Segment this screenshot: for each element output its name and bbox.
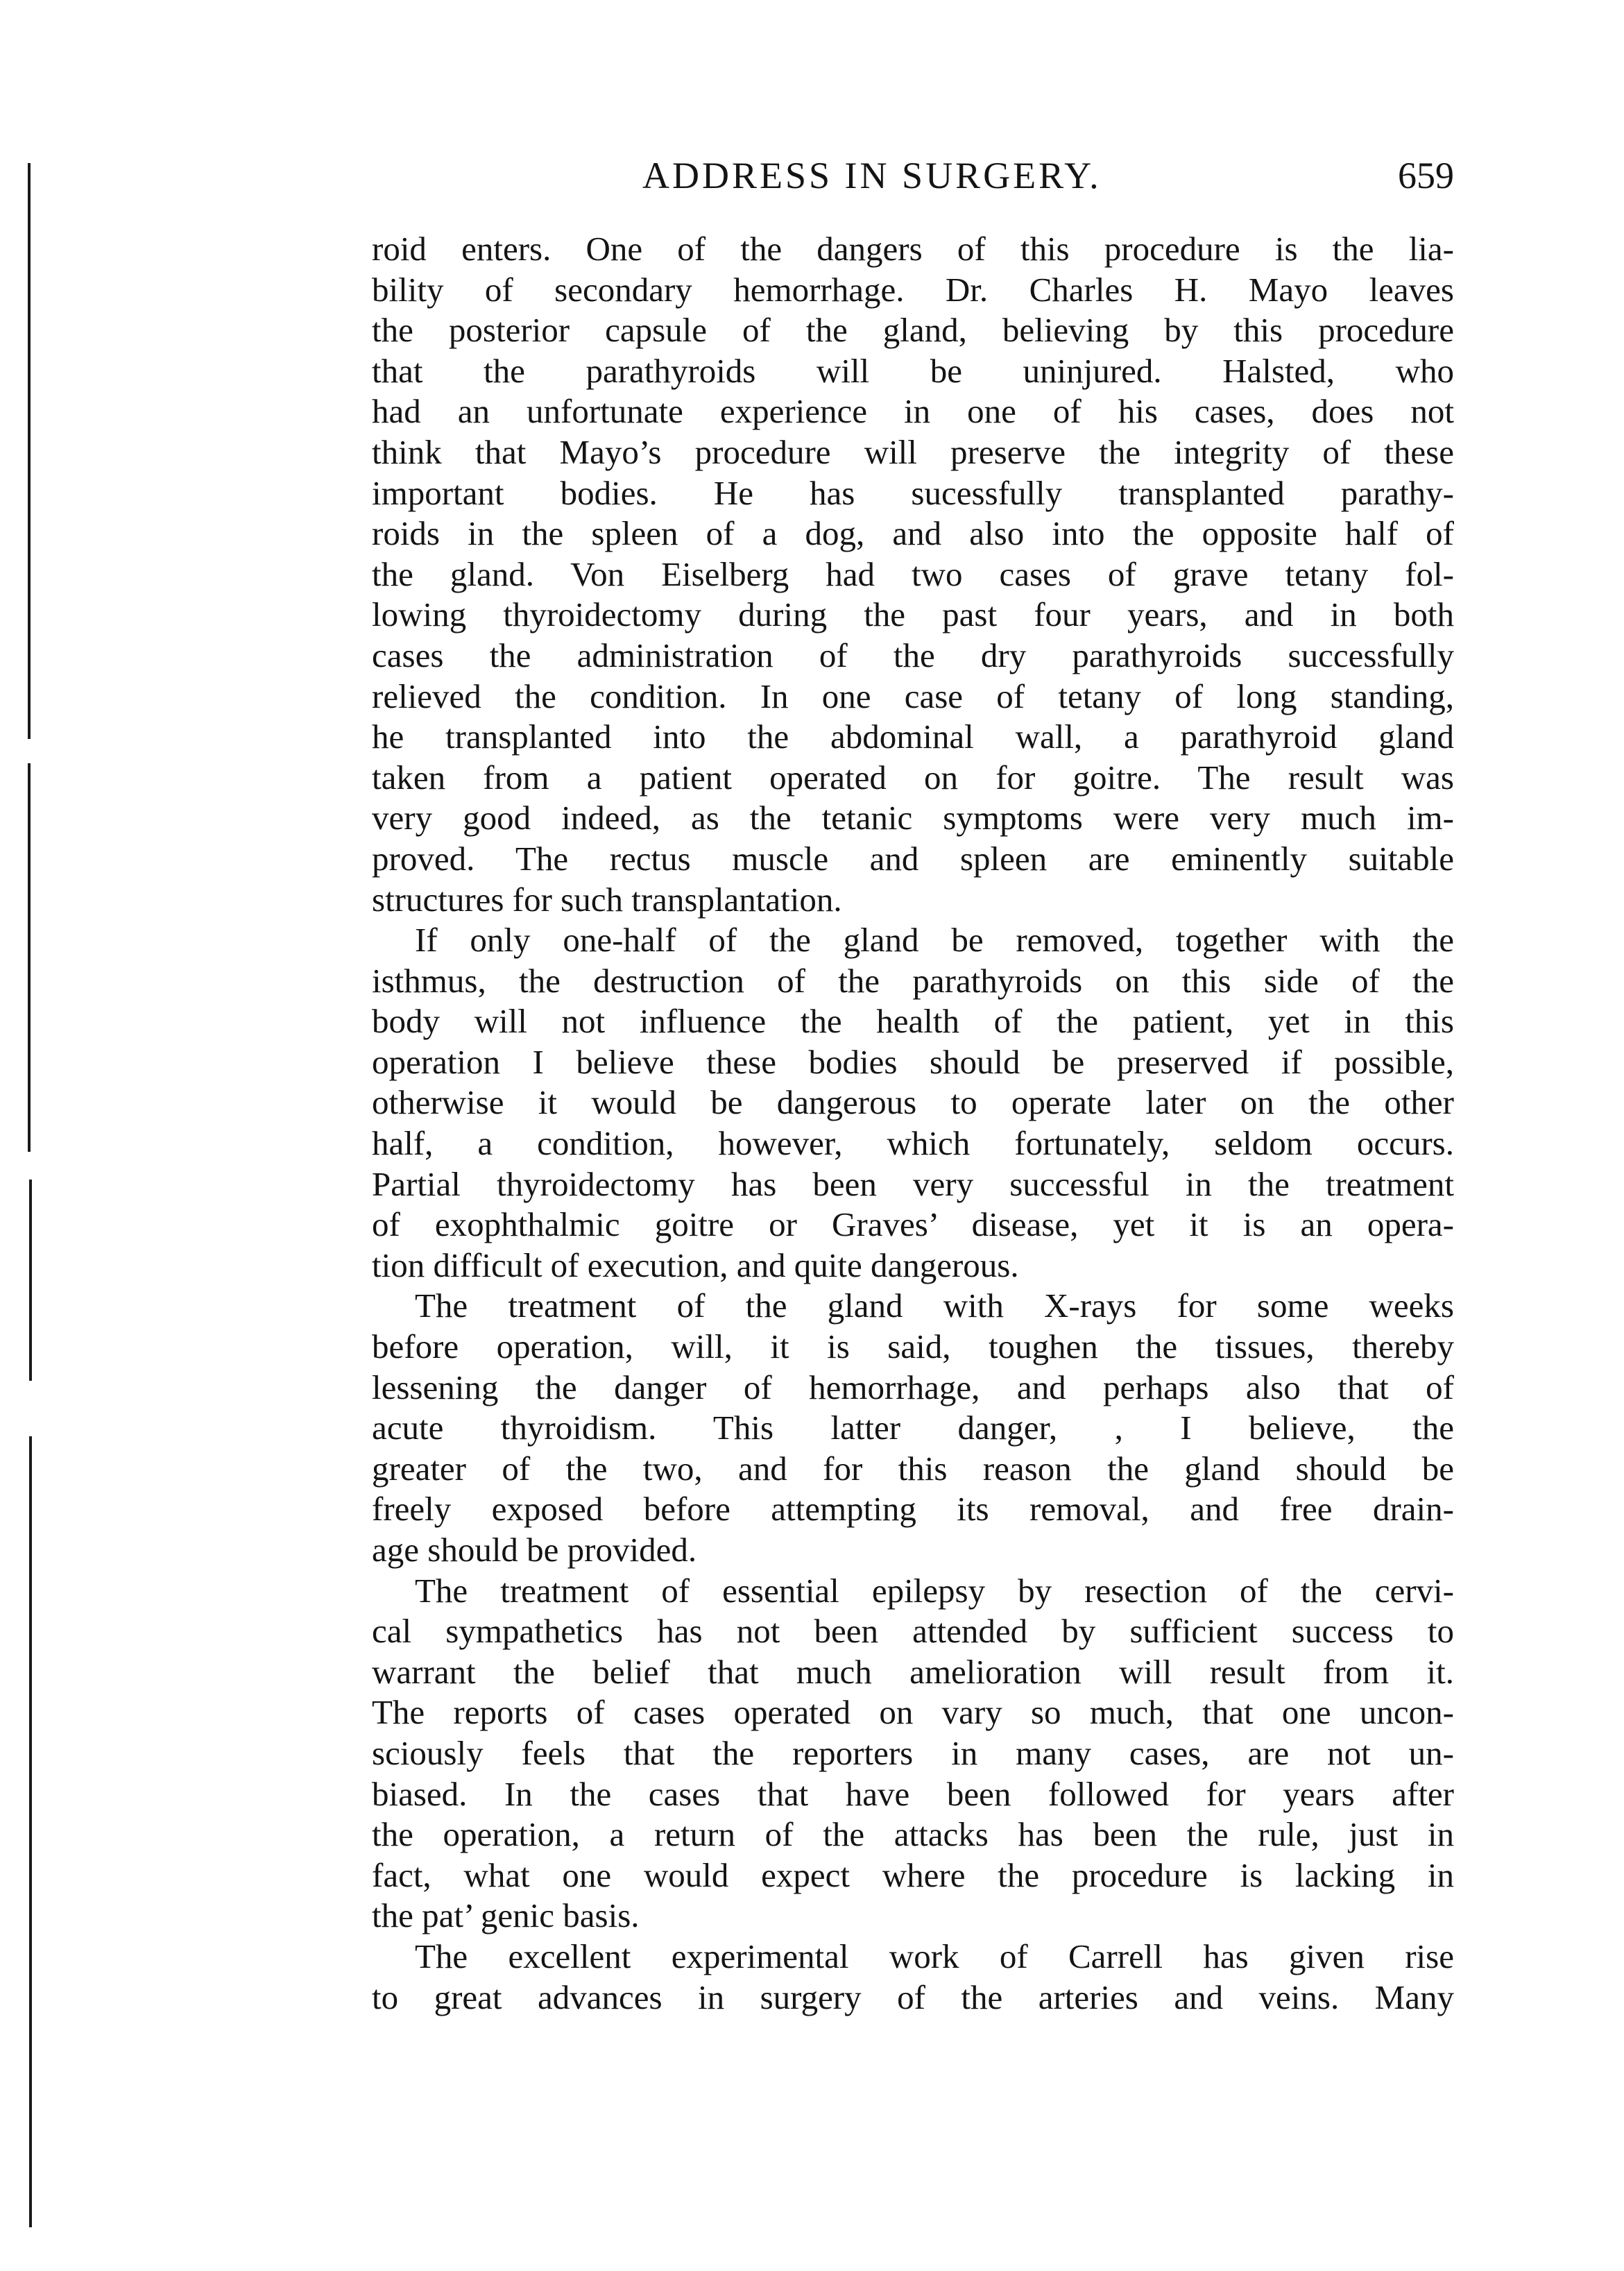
- binding-edge-mark-lower: [29, 1436, 32, 2227]
- text-line: If only one-half of the gland be removed, together with the: [415, 921, 1454, 960]
- text-line: operation I believe these bodies should be preserved if possible,: [372, 1042, 1454, 1081]
- text-line: roids in the spleen of a dog, and also into the opposite half of: [372, 514, 1454, 553]
- text-line: proved. The rectus muscle and spleen are eminently suitable: [372, 839, 1454, 878]
- paragraph: [372, 920, 1454, 1286]
- text-line: sciously feels that the reporters in many cases, are not un-: [372, 1733, 1454, 1772]
- text-line: taken from a patient operated on for goitre. The result was: [372, 758, 1454, 797]
- paragraph: [372, 1937, 1454, 2018]
- text-line: to great advances in surgery of the arteries and veins. Many: [372, 1977, 1454, 2016]
- text-line: bility of secondary hemorrhage. Dr. Charles H. Mayo leaves: [372, 270, 1454, 309]
- text-line: that the parathyroids will be uninjured. Halsted, who: [372, 351, 1454, 390]
- text-line: the posterior capsule of the gland, believing by this procedure: [372, 311, 1454, 350]
- text-line: fact, what one would expect where the procedure is lacking in: [372, 1855, 1454, 1894]
- running-title: ADDRESS IN SURGERY.: [642, 155, 1102, 196]
- text-line: the operation, a return of the attacks has been the rule, just in: [372, 1815, 1454, 1854]
- page-number: 659: [1398, 155, 1454, 196]
- text-line: otherwise it would be dangerous to operate later on the other: [372, 1083, 1454, 1122]
- text-line: cal sympathetics has not been attended by sufficient success to: [372, 1612, 1454, 1651]
- text-line: Partial thyroidectomy has been very successful in the treatment: [372, 1164, 1454, 1203]
- text-line: The reports of cases operated on vary so much, that one uncon-: [372, 1693, 1454, 1732]
- text-line: of exophthalmic goitre or Graves’ disease, yet it is an opera-: [372, 1205, 1454, 1244]
- text-line: freely exposed before attempting its removal, and free drain-: [372, 1490, 1454, 1529]
- text-line: the pat’ genic basis.: [372, 1896, 640, 1935]
- text-line: roid enters. One of the dangers of this procedure is the lia-: [372, 230, 1454, 268]
- text-line: age should be provided.: [372, 1531, 697, 1569]
- paragraph: [372, 1571, 1454, 1937]
- text-line: half, a condition, however, which fortunately, seldom occurs.: [372, 1124, 1454, 1163]
- binding-edge-mark-top: [28, 163, 31, 739]
- text-line: The treatment of essential epilepsy by resection of the cervi-: [415, 1571, 1454, 1610]
- text-line: the gland. Von Eiselberg had two cases of grave tetany fol-: [372, 554, 1454, 593]
- text-line: body will not influence the health of the patient, yet in this: [372, 1002, 1454, 1041]
- text-line: structures for such transplantation.: [372, 880, 842, 919]
- text-line: biased. In the cases that have been followed for years after: [372, 1774, 1454, 1813]
- text-line: cases the administration of the dry parathyroids successfully: [372, 636, 1454, 674]
- text-line: important bodies. He has sucessfully transplanted parathy-: [372, 473, 1454, 512]
- text-line: had an unfortunate experience in one of his cases, does not: [372, 392, 1454, 431]
- text-line: acute thyroidism. This latter danger, , I believe, the: [372, 1409, 1454, 1447]
- text-line: tion difficult of execution, and quite dangerous.: [372, 1245, 1019, 1284]
- text-line: he transplanted into the abdominal wall, a parathyroid gland: [372, 717, 1454, 756]
- text-line: lessening the danger of hemorrhage, and perhaps also that of: [372, 1368, 1454, 1406]
- text-line: relieved the condition. In one case of tetany of long standing,: [372, 677, 1454, 715]
- text-line: lowing thyroidectomy during the past four years, and in both: [372, 595, 1454, 634]
- text-line: The excellent experimental work of Carrell has given rise: [415, 1937, 1454, 1975]
- text-line: The treatment of the gland with X-rays for some weeks: [415, 1286, 1454, 1325]
- text-line: think that Mayo’s procedure will preserve the integrity of these: [372, 432, 1454, 471]
- text-line: before operation, will, it is said, toughen the tissues, thereby: [372, 1327, 1454, 1366]
- body-text: [372, 229, 1454, 2227]
- text-line: isthmus, the destruction of the parathyroids on this side of the: [372, 961, 1454, 1000]
- text-line: very good indeed, as the tetanic symptoms were very much im-: [372, 799, 1454, 837]
- binding-edge-mark-middle: [29, 1180, 32, 1381]
- paragraph: [372, 1286, 1454, 1570]
- text-line: warrant the belief that much amelioration will result from it.: [372, 1652, 1454, 1691]
- running-head: [372, 151, 1454, 200]
- text-line: greater of the two, and for this reason the gland should be: [372, 1449, 1454, 1488]
- binding-edge-mark-upper: [28, 763, 31, 1152]
- paragraph: [372, 229, 1454, 920]
